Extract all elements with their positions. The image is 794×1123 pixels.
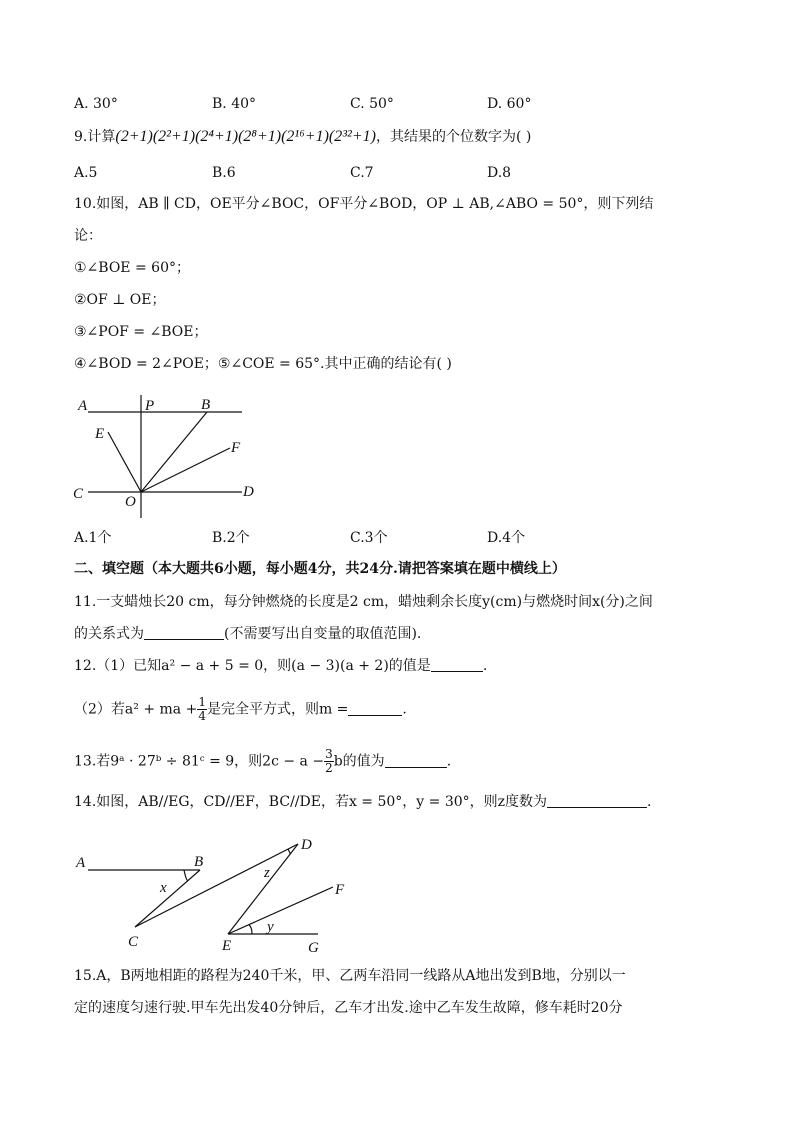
q9-prefix: 9.计算 — [74, 129, 116, 145]
q9-option-a: A.5 — [74, 165, 98, 181]
angle-y-arc — [249, 925, 252, 934]
q12-part2 — [74, 696, 407, 723]
q11-line1: 11.一支蜡烛长20 cm，每分钟燃烧的长度是2 cm，蜡烛剩余长度y(cm)与燃烧时间x(分)之间 — [74, 594, 653, 610]
line-de — [228, 844, 298, 934]
q10-conclusion-4: ④∠BOD = 2∠POE；⑤∠COE = 65°.其中正确的结论有( ) — [74, 356, 452, 372]
q14-label-a: A — [76, 855, 86, 871]
q14-label-x: x — [160, 880, 167, 896]
q11-line2-lead: 的关系式为 — [74, 626, 144, 642]
q14-question — [74, 792, 651, 812]
q10-label-a: A — [78, 398, 88, 414]
q13-end: . — [446, 753, 452, 770]
q13-mid: b的值为 — [333, 753, 385, 770]
q10-label-d: D — [243, 484, 254, 500]
q13-question — [74, 748, 451, 775]
q8-option-d: D. 60° — [487, 96, 532, 112]
q10-figure — [70, 390, 270, 525]
q10-label-c: C — [73, 486, 84, 502]
angle-z-arc — [288, 849, 290, 854]
q13-fraction-num: 3 — [325, 747, 333, 761]
q12-part2-mid: 是完全平方式，则m = — [206, 701, 349, 718]
q13-text: 13.若9ᵃ · 27ᵇ ÷ 81ᶜ = 9，则2c − a − — [74, 753, 325, 770]
q13-answer-blank[interactable] — [385, 753, 447, 768]
q10-label-p: P — [145, 398, 155, 414]
q12-part2-text: （2）若a² + ma + — [74, 701, 198, 718]
q10-conclusion-3: ③∠POF = ∠BOE； — [74, 324, 208, 340]
q11-line2 — [74, 624, 421, 644]
q14-text: 14.如图，AB//EG，CD//EF，BC//DE，若x = 50°，y = 30°，则z度数为 — [74, 794, 548, 810]
q14-label-c: C — [128, 934, 139, 950]
q12-fraction — [197, 696, 207, 723]
q9-option-d: D.8 — [487, 165, 512, 181]
q12-fraction-den: 4 — [198, 709, 206, 723]
q12-part1-end: . — [482, 658, 488, 674]
q9-option-b: B.6 — [212, 165, 236, 181]
q8-option-b: B. 40° — [212, 96, 257, 112]
q12-part1 — [74, 656, 487, 676]
angle-x-arc — [184, 870, 188, 881]
q8-option-c: C. 50° — [350, 96, 394, 112]
q10-label-f: F — [231, 440, 241, 456]
line-ef — [228, 887, 333, 934]
q9-option-c: C.7 — [350, 165, 374, 181]
q9-expression: (2+1)(2²+1)(2⁴+1)(2⁸+1)(2¹⁶+1)(2³²+1) — [115, 128, 376, 145]
q12-part2-blank[interactable] — [348, 701, 402, 716]
q10-option-b: B.2个 — [212, 530, 250, 546]
q12-part2-end: . — [402, 701, 407, 718]
q14-label-z: z — [264, 865, 270, 881]
q11-answer-blank[interactable] — [144, 625, 224, 640]
q13-fraction-den: 2 — [325, 761, 333, 775]
q9-suffix: ，其结果的个位数字为( ) — [375, 129, 532, 145]
q10-stem-line2: 论： — [74, 228, 102, 244]
q10-conclusion-2: ②OF ⊥ OE； — [74, 292, 166, 308]
q10-stem-line1: 10.如图，AB ∥ CD，OE平分∠BOC，OF平分∠BOD，OP ⊥ AB,∠ABO = 50°，则下列结 — [74, 196, 654, 212]
q10-option-c: C.3个 — [350, 530, 388, 546]
q10-label-o: O — [125, 494, 136, 510]
q9-question — [74, 127, 531, 147]
q14-label-d: D — [301, 837, 312, 853]
q10-label-b: B — [201, 397, 211, 413]
q10-option-d: D.4个 — [487, 530, 526, 546]
q10-conclusion-1: ①∠BOE = 60°； — [74, 260, 190, 276]
line-of — [141, 448, 230, 492]
q14-label-e: E — [222, 938, 232, 954]
q14-answer-blank[interactable] — [547, 793, 647, 808]
q14-label-g: G — [308, 940, 319, 956]
line-oe — [108, 432, 141, 492]
q12-part1-text: 12.（1）已知a² − a + 5 = 0，则(a − 3)(a + 2)的值是 — [74, 658, 431, 674]
q10-option-a: A.1个 — [74, 530, 112, 546]
q14-label-y: y — [267, 919, 274, 935]
q13-fraction — [324, 748, 334, 775]
q8-option-a: A. 30° — [74, 96, 118, 112]
line-ob — [141, 412, 207, 492]
q15-line2: 定的速度匀速行驶.甲车先出发40分钟后，乙车才出发.途中乙车发生故障，修车耗时20分 — [74, 1000, 623, 1016]
q14-figure — [70, 832, 360, 957]
q14-label-f: F — [335, 882, 345, 898]
q10-label-e: E — [95, 426, 105, 442]
q14-end: . — [647, 794, 652, 810]
q12-part1-blank[interactable] — [431, 657, 483, 672]
q14-label-b: B — [194, 854, 204, 870]
q11-line2-tail: (不需要写出自变量的取值范围). — [224, 626, 422, 642]
q15-line1: 15.A，B两地相距的路程为240千米，甲、乙两车沿同一线路从A地出发到B地，分别以一 — [74, 968, 626, 984]
section-heading-fill-in: 二、填空题（本大题共6小题，每小题4分，共24分.请把答案填在题中横线上） — [74, 561, 566, 577]
q12-fraction-num: 1 — [198, 695, 206, 709]
